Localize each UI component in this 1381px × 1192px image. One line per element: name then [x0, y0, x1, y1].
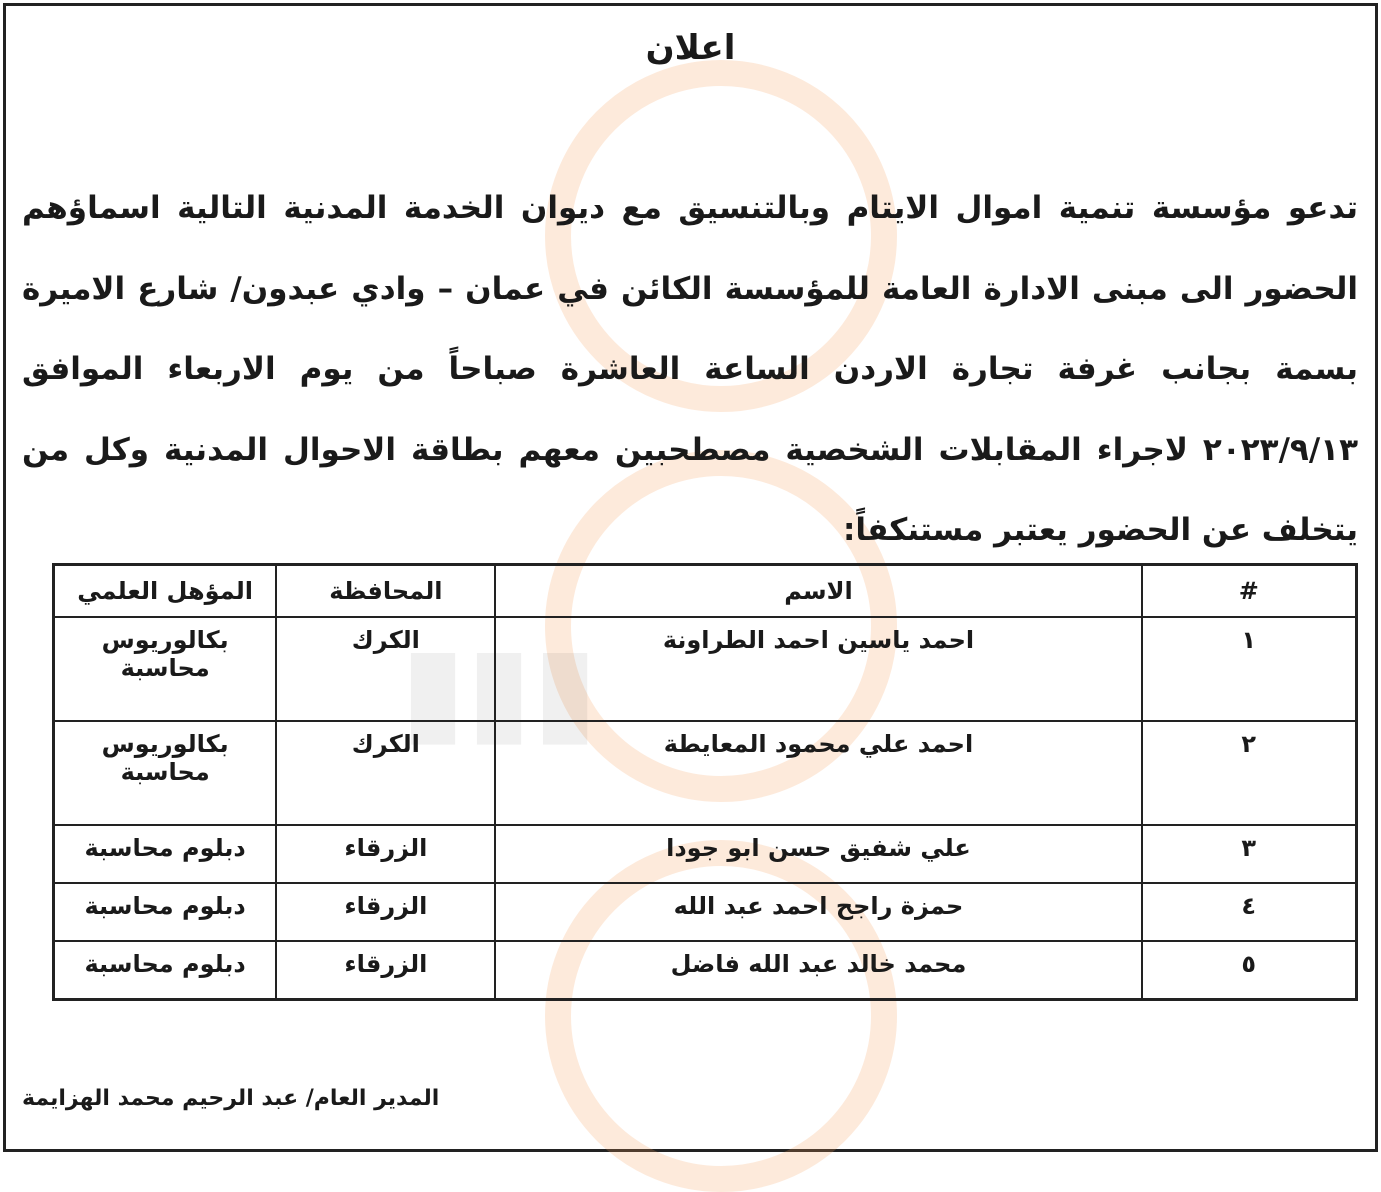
signature: المدير العام/ عبد الرحيم محمد الهزايمة: [22, 1086, 440, 1111]
header-governorate: المحافظة: [276, 565, 495, 618]
candidates-table: [52, 563, 1358, 1001]
table-row: [54, 825, 1357, 883]
cell-governorate: الكرك: [276, 617, 495, 721]
cell-name: علي شفيق حسن ابو جودا: [495, 825, 1141, 883]
announcement-body: [22, 168, 1358, 571]
cell-qualification: دبلوم محاسبة: [54, 825, 277, 883]
watermark-logo: ▮▮▮: [400, 620, 599, 759]
cell-num: ٤: [1142, 883, 1357, 941]
cell-name: حمزة راجح احمد عبد الله: [495, 883, 1141, 941]
header-qualification: المؤهل العلمي: [54, 565, 277, 618]
page-title: اعلان: [645, 28, 736, 68]
table-row: [54, 721, 1357, 825]
cell-num: ١: [1142, 617, 1357, 721]
cell-qualification: دبلوم محاسبة: [54, 883, 277, 941]
cell-name: احمد علي محمود المعايطة: [495, 721, 1141, 825]
cell-name: احمد ياسين احمد الطراونة: [495, 617, 1141, 721]
cell-governorate: الزرقاء: [276, 941, 495, 1000]
cell-name: محمد خالد عبد الله فاضل: [495, 941, 1141, 1000]
header-num: #: [1142, 565, 1357, 618]
table-row: [54, 617, 1357, 721]
cell-qualification: بكالوريوس محاسبة: [54, 721, 277, 825]
announcement-text: تدعو مؤسسة تنمية اموال الايتام وبالتنسيق مع ديوان الخدمة المدنية التالية اسماؤهم الحضور الى مبنى الادارة العامة للمؤسسة الكائن في عمان – وادي عبدون/ شارع الاميرة بسمة بجانب غرفة تجارة الاردن الساعة العاشرة صباحاً من يوم الاربعاء الموافق ٢٠٢٣/٩/١٣ لاجراء المقابلات الشخصية مصطحبين معهم بطاقة الاحوال المدنية وكل من يتخلف عن الحضور يعتبر مستنكفاً:: [22, 190, 1358, 548]
cell-num: ٥: [1142, 941, 1357, 1000]
cell-governorate: الكرك: [276, 721, 495, 825]
table-row: [54, 883, 1357, 941]
cell-governorate: الزرقاء: [276, 883, 495, 941]
cell-num: ٢: [1142, 721, 1357, 825]
table-header-row: [54, 565, 1357, 618]
header-name: الاسم: [495, 565, 1141, 618]
cell-governorate: الزرقاء: [276, 825, 495, 883]
cell-qualification: بكالوريوس محاسبة: [54, 617, 277, 721]
cell-qualification: دبلوم محاسبة: [54, 941, 277, 1000]
table-row: [54, 941, 1357, 1000]
cell-num: ٣: [1142, 825, 1357, 883]
